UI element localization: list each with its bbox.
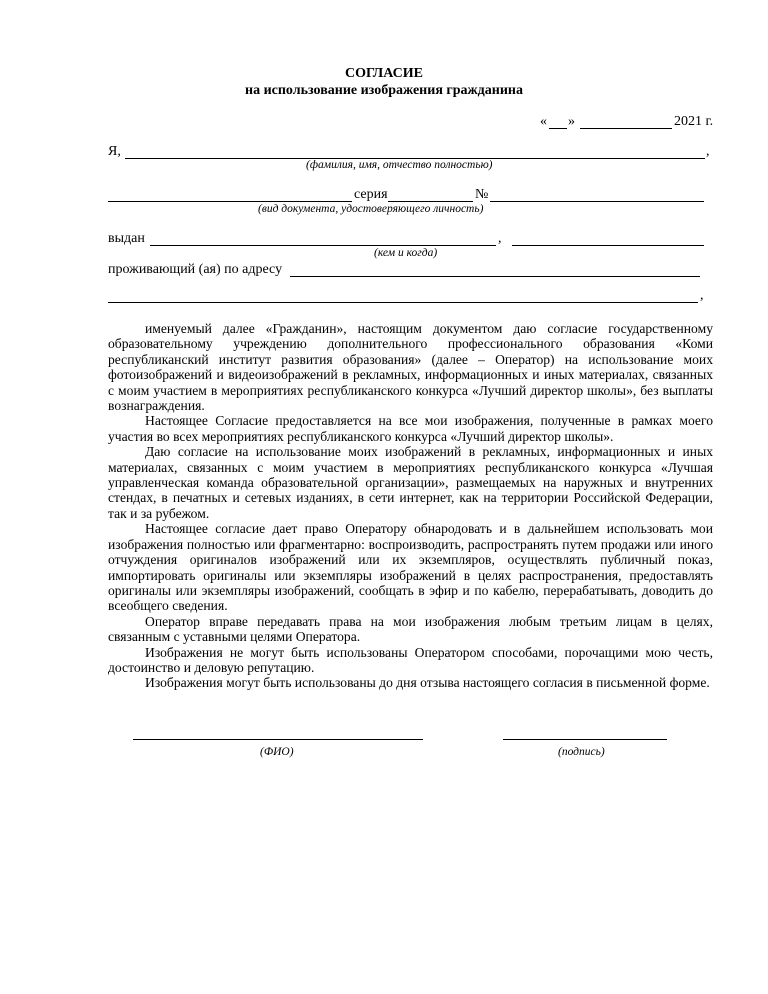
document-number-field[interactable] [490,201,704,202]
body-paragraph: Оператор вправе передавать права на мои изображения любым третьим лицам в целях, связанным с уставными целями Оператора. [108,613,713,645]
body-paragraph: именуемый далее «Гражданин», настоящим документом даю согласие государственному образовательному учреждению дополнительного профессионального образования «Коми республиканский институт развития образования» (далее – Оператор) на использование моих фотоизображений и видеоизображений в рекламных, информационных и иных материалах, связанных с моим участием в мероприятиях республиканского конкурса «Лучший директор школы», без выплаты вознаграждения. [108,321,713,414]
fio-caption: (ФИО) [260,746,294,758]
date-year: 2021 г. [674,114,714,129]
issued-hint: (кем и когда) [374,247,438,259]
address-field-line1[interactable] [290,276,700,277]
body-paragraph: Настоящее Согласие предоставляется на все мои изображения, полученные в рамках моего участия во всех мероприятиях республиканского конкурса «Лучший директор школы». [108,413,713,444]
residing-label: проживающий (ая) по адресу [108,262,283,277]
body-paragraph: Изображения могут быть использованы до дня отзыва настоящего согласия в письменной форме. [145,675,710,691]
date-close-quote: » [568,114,575,129]
address-comma: , [700,288,704,303]
signature-fio-field[interactable] [133,739,423,740]
number-label: № [475,187,489,202]
date-month-field[interactable] [580,128,672,129]
issued-label: выдан [108,231,145,246]
date-day-field[interactable] [549,128,567,129]
issued-comma: , [498,231,502,246]
body-paragraph: Изображения не могут быть использованы Оператором способами, порочащими мою честь, достоинство и деловую репутацию. [108,644,713,675]
full-name-hint: (фамилия, имя, отчество полностью) [306,159,493,171]
signature-sign-field[interactable] [503,739,667,740]
date-open-quote: « [540,114,547,129]
body-paragraph: Даю согласие на использование моих изображений в рекламных, информационных и иных материалах, связанных с моим участием в мероприятиях республиканского конкурса «Лучшая управленческая команда образовательной организации», размещаемых на наружных и внутренних стендах, в печатных и сетевых изданиях, в сети интернет, как на территории Российской Федерации, так и за рубежом. [108,444,713,521]
series-label: серия [354,187,388,202]
issued-by-field[interactable] [150,245,496,246]
body-paragraph: Настоящее согласие дает право Оператору обнародовать и в дальнейшем использовать мои изображения полностью или фрагментарно: воспроизводить, распространять путем продажи или иного отчуждения оригиналов изображений или их экземпляров, осуществлять публичный показ, импортировать оригиналы или экземпляры изображений в целях распространения, предоставлять оригиналы или экземпляры изображений, сообщать в эфир и по кабелю, перерабатывать, доводить до всеобщего сведения. [108,521,713,614]
ya-label: Я, [108,144,121,159]
document-type-hint: (вид документа, удостоверяющего личность) [258,203,484,215]
document-series-field[interactable] [388,201,473,202]
issued-date-field[interactable] [512,245,704,246]
document-subtitle: на использование изображения гражданина [245,83,523,98]
name-comma: , [706,144,710,159]
consent-body [108,321,713,691]
sign-caption: (подпись) [558,746,605,758]
document-title: СОГЛАСИЕ [345,66,423,81]
document-type-field[interactable] [108,201,352,202]
address-field-line2[interactable] [108,302,698,303]
